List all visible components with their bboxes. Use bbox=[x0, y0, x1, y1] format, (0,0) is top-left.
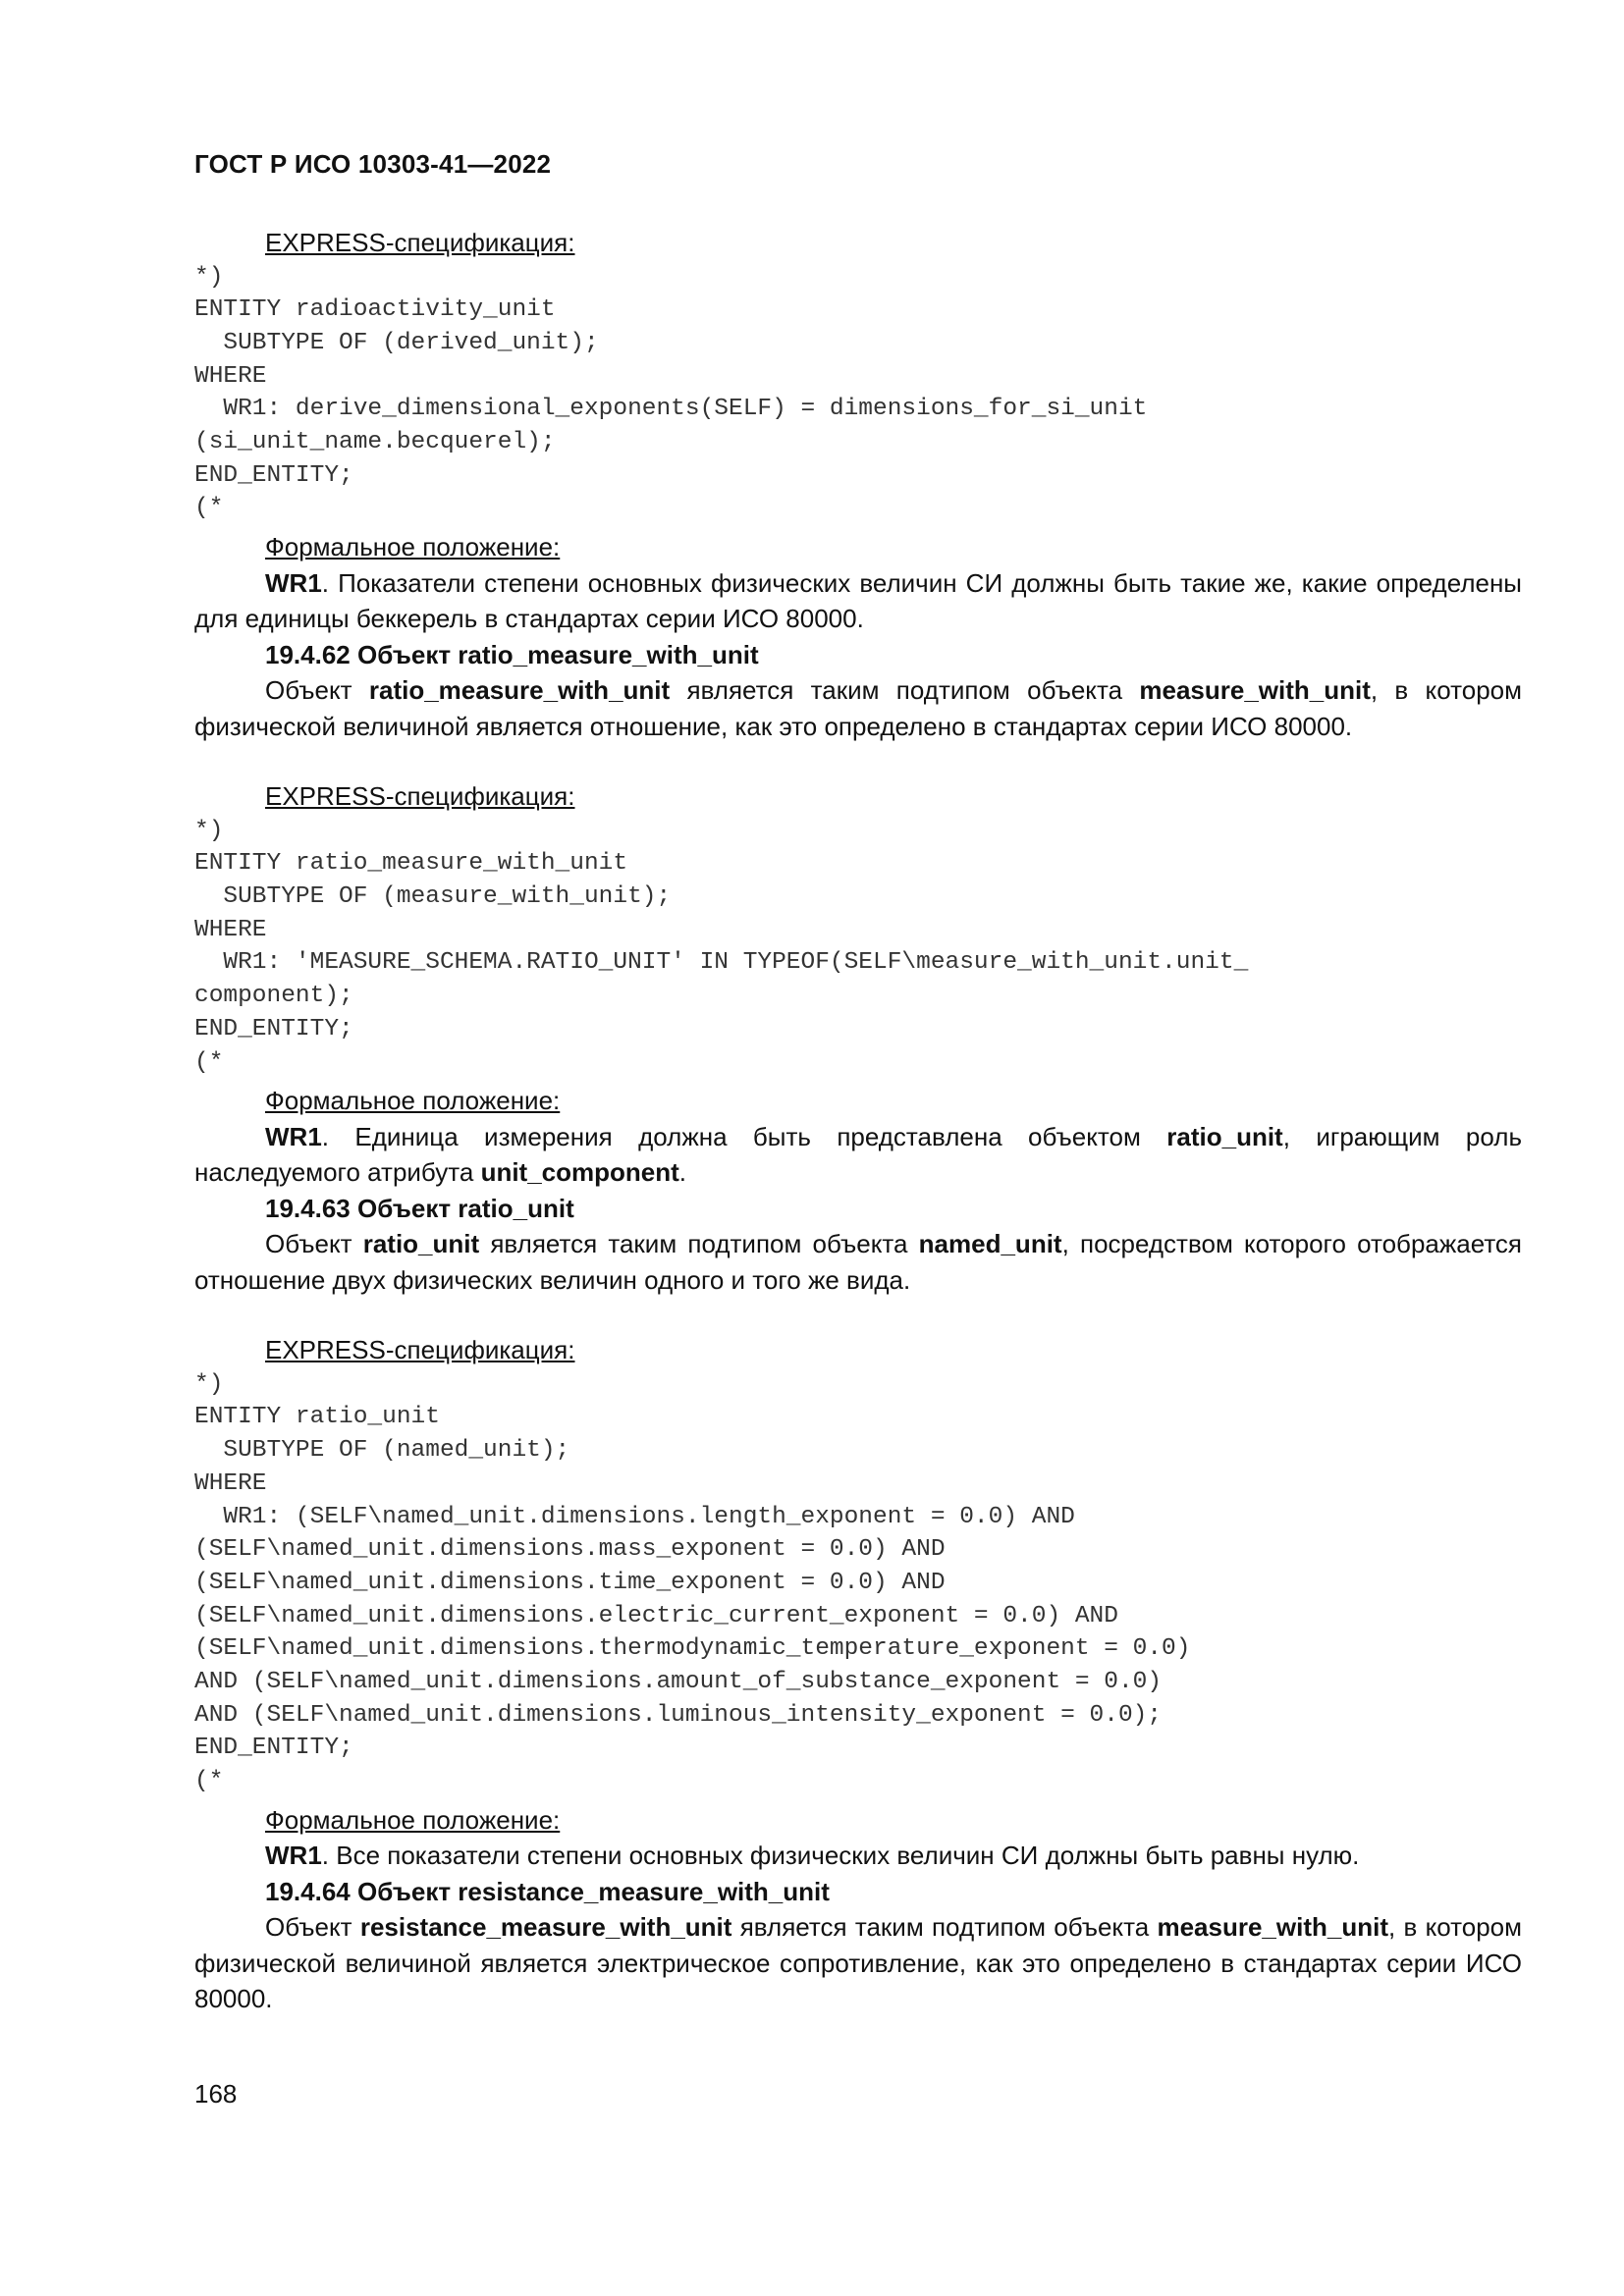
formal-label-1: Формальное положение: bbox=[265, 532, 561, 562]
express-label-3: EXPRESS-спецификация: bbox=[265, 1335, 575, 1365]
wr1-paragraph-3: WR1. Все показатели степени основных физических величин СИ должны быть равны нулю. bbox=[265, 1841, 1360, 1871]
page-number: 168 bbox=[194, 2079, 238, 2109]
formal-label-2: Формальное положение: bbox=[265, 1086, 561, 1116]
express-label-2: EXPRESS-спецификация: bbox=[265, 781, 575, 812]
section-63-description: Объект ratio_unit является таким подтипом объекта named_unit, посредством которого отображается отношение двух физических величин одного и того же вида. bbox=[194, 1229, 1523, 1295]
code-block-ratio-measure-with-unit: *) ENTITY ratio_measure_with_unit SUBTYPE OF (measure_with_unit); WHERE WR1: 'MEASURE_SCHEMA.RATIO_UNIT' IN TYPEOF(SELF\measure_with_unit.unit_ component); END_ENTITY; (* bbox=[194, 817, 1249, 1076]
section-62-description: Объект ratio_measure_with_unit является таким подтипом объекта measure_with_unit, в котором физической величиной является отношение, как это определено в стандартах серии ИСО 80000. bbox=[194, 675, 1522, 741]
wr1-paragraph-2: WR1. Единица измерения должна быть представлена объектом ratio_unit, играющим роль наследуемого атрибута unit_component. bbox=[194, 1121, 1522, 1188]
formal-label-3: Формальное положение: bbox=[265, 1804, 561, 1835]
wr1-paragraph-1: WR1. Показатели степени основных физических величин СИ должны быть такие же, какие определены для единицы беккерель в стандартах серии ИСО 80000. bbox=[194, 567, 1522, 634]
document-header: ГОСТ Р ИСО 10303-41—2022 bbox=[194, 149, 552, 179]
code-block-radioactivity-unit: *) ENTITY radioactivity_unit SUBTYPE OF (derived_unit); WHERE WR1: derive_dimensional_exponents(SELF) = dimensions_for_si_unit (si_unit_name.becquerel); END_ENTITY; (* bbox=[194, 263, 1148, 522]
section-title-19-4-64: 19.4.64 Объект resistance_measure_with_unit bbox=[265, 1876, 830, 1906]
section-64-description: Объект resistance_measure_with_unit является таким подтипом объекта measure_with_unit, в котором физической величиной является электрическое сопротивление, как это определено в стандартах серии ИСО 80000. bbox=[194, 1912, 1523, 2014]
code-block-ratio-unit: *) ENTITY ratio_unit SUBTYPE OF (named_unit); WHERE WR1: (SELF\named_unit.dimensions.length_exponent = 0.0) AND (SELF\named_unit.dimensions.mass_exponent = 0.0) AND (SELF\named_unit.dimensions.time_exponent = 0.0) AND (SELF\named_unit.dimensions.electric_current_exponent = 0.0) AND (SELF\named_unit.dimensions.thermodynamic_temperature_exponent = 0.0) AND (SELF\named_unit.dimensions.amount_of_substance_exponent = 0.0) AND (SELF\named_unit.dimensions.luminous_intensity_exponent = 0.0); END_ENTITY; (* bbox=[194, 1370, 1191, 1795]
express-label-1: EXPRESS-спецификация: bbox=[265, 228, 575, 257]
section-title-19-4-62: 19.4.62 Объект ratio_measure_with_unit bbox=[265, 639, 759, 669]
section-title-19-4-63: 19.4.63 Объект ratio_unit bbox=[265, 1193, 574, 1223]
document-page bbox=[194, 137, 1522, 2017]
